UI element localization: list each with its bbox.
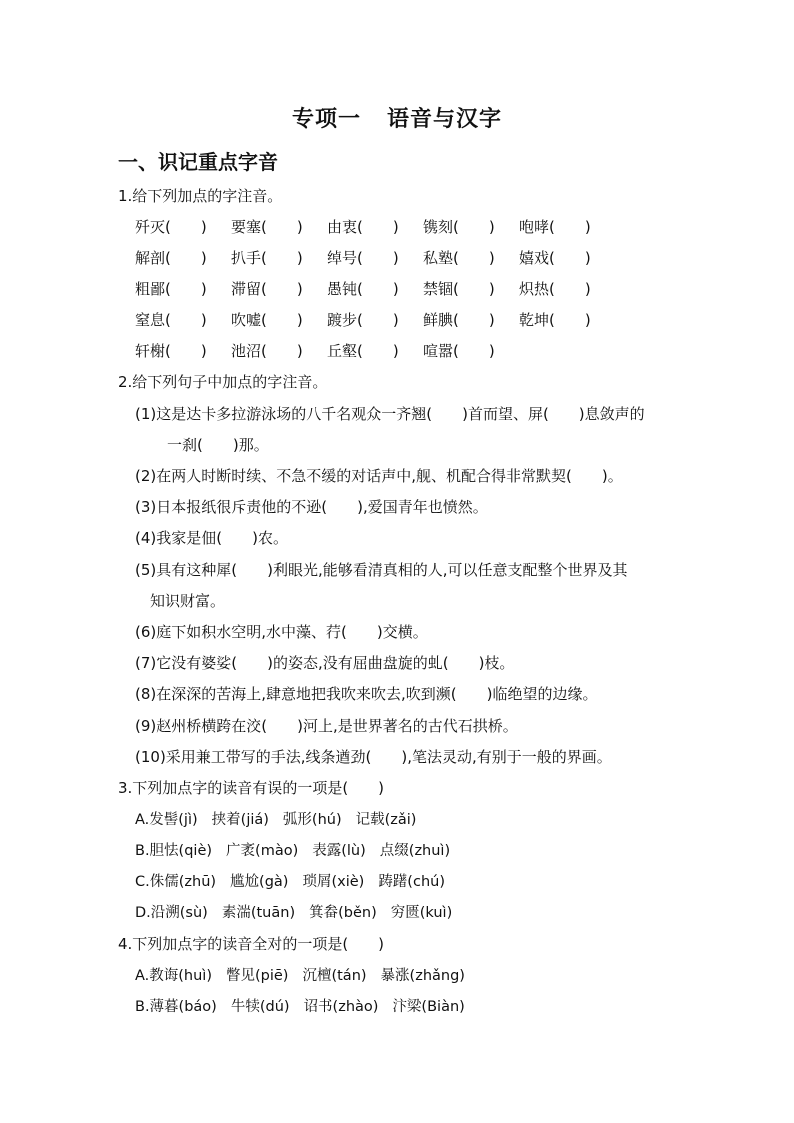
q1-row: [135, 279, 615, 299]
word-item: 炽热( ): [519, 280, 591, 298]
q2-item: (6)庭下如积水空明,水中藻、荇( )交横。: [135, 623, 428, 641]
section-heading: 一、识记重点字音: [118, 150, 278, 174]
option-word: 汴梁(Biàn): [392, 999, 465, 1015]
word-item: 轩榭( ): [135, 342, 207, 360]
word-item: 扒手( ): [231, 249, 303, 267]
word-item: 滞留( ): [231, 280, 303, 298]
q1-row: [135, 310, 615, 330]
q1-row: [135, 217, 615, 237]
q2-item: (10)采用兼工带写的手法,线条遒劲( ),笔法灵动,有别于一般的界画。: [135, 748, 612, 766]
word-item: 由衷( ): [327, 218, 399, 236]
word-item: 吹嘘( ): [231, 311, 303, 329]
word-item: 粗鄙( ): [135, 280, 207, 298]
option-word: D.沿溯(sù): [135, 905, 208, 921]
q2-item: (9)赵州桥横跨在洨( )河上,是世界著名的古代石拱桥。: [135, 717, 518, 735]
option-word: 沉檀(tán): [302, 968, 367, 984]
q3-option: [135, 872, 459, 892]
q3-option: [135, 903, 466, 923]
word-item: 池沼( ): [231, 342, 303, 360]
word-item: 镌刻( ): [423, 218, 495, 236]
option-word: B.胆怯(qiè): [135, 843, 213, 859]
q4-option: [135, 966, 479, 986]
title-part-2: 语音与汉字: [387, 107, 503, 132]
option-word: 记载(zǎi): [355, 812, 417, 828]
q4-option: [135, 997, 479, 1017]
word-item: 喧嚣( ): [423, 342, 495, 360]
word-item: 绰号( ): [327, 249, 399, 267]
q1-stem: 1.给下列加点的字注音。: [118, 187, 283, 205]
q2-item: (5)具有这种犀( )利眼光,能够看清真相的人,可以任意支配整个世界及其: [135, 561, 628, 579]
word-item: 解剖( ): [135, 249, 207, 267]
option-word: B.薄暮(báo): [135, 999, 217, 1015]
q2-item: (2)在两人时断时续、不急不缓的对话声中,舰、机配合得非常默契( )。: [135, 467, 623, 485]
q2-item: (1)这是达卡多拉游泳场的八千名观众一齐翘( )首而望、屏( )息敛声的: [135, 405, 645, 423]
q2-item-continuation: 知识财富。: [150, 592, 226, 610]
word-item: 愚钝( ): [327, 280, 399, 298]
word-item: 嬉戏( ): [519, 249, 591, 267]
q2-stem: 2.给下列句子中加点的字注音。: [118, 373, 328, 391]
q4-stem: 4.下列加点字的读音全对的一项是( ): [118, 935, 385, 953]
q2-item-continuation: 一刹( )那。: [167, 436, 269, 454]
q2-item: (8)在深深的苦海上,肆意地把我吹来吹去,吹到濒( )临绝望的边缘。: [135, 685, 598, 703]
option-word: 琐屑(xiè): [302, 874, 365, 890]
option-word: 表露(lù): [312, 843, 366, 859]
q2-item: (4)我家是佃( )农。: [135, 529, 288, 547]
q3-option: [135, 810, 430, 830]
option-word: 穷匮(kuì): [390, 905, 453, 921]
option-word: 暴涨(zhǎng): [380, 968, 465, 984]
q3-stem: 3.下列加点字的读音有误的一项是( ): [118, 779, 385, 797]
word-item: 丘壑( ): [327, 342, 399, 360]
option-word: 箕畚(běn): [309, 905, 377, 921]
option-word: 点缀(zhuì): [379, 843, 451, 859]
title-part-1: 专项一: [291, 107, 361, 132]
option-word: 素湍(tuān): [221, 905, 296, 921]
option-word: 踌躇(chú): [378, 874, 445, 890]
option-word: 弧形(hú): [282, 812, 342, 828]
word-item: 窒息( ): [135, 311, 207, 329]
option-word: 瞥见(piē): [226, 968, 289, 984]
word-item: 踱步( ): [327, 311, 399, 329]
option-word: A.教诲(huì): [135, 968, 212, 984]
q1-row: [135, 248, 615, 268]
q2-item: (3)日本报纸很斥责他的不逊( ),爱国青年也愤然。: [135, 498, 488, 516]
q3-option: [135, 841, 464, 861]
q2-item: (7)它没有婆娑( )的姿态,没有屈曲盘旋的虬( )枝。: [135, 654, 515, 672]
word-item: 咆哮( ): [519, 218, 591, 236]
option-word: A.发髻(jì): [135, 812, 198, 828]
word-item: 禁锢( ): [423, 280, 495, 298]
option-word: 诏书(zhào): [303, 999, 379, 1015]
option-word: 牛犊(dú): [230, 999, 290, 1015]
q1-row: [135, 341, 519, 361]
option-word: 尴尬(gà): [230, 874, 289, 890]
word-item: 乾坤( ): [519, 311, 591, 329]
option-word: C.侏儒(zhū): [135, 874, 217, 890]
option-word: 挟着(jiá): [211, 812, 269, 828]
option-word: 广袤(mào): [226, 843, 299, 859]
word-item: 歼灭( ): [135, 218, 207, 236]
word-item: 私塾( ): [423, 249, 495, 267]
word-item: 鲜腆( ): [423, 311, 495, 329]
page-title: [0, 102, 794, 133]
word-item: 要塞( ): [231, 218, 303, 236]
